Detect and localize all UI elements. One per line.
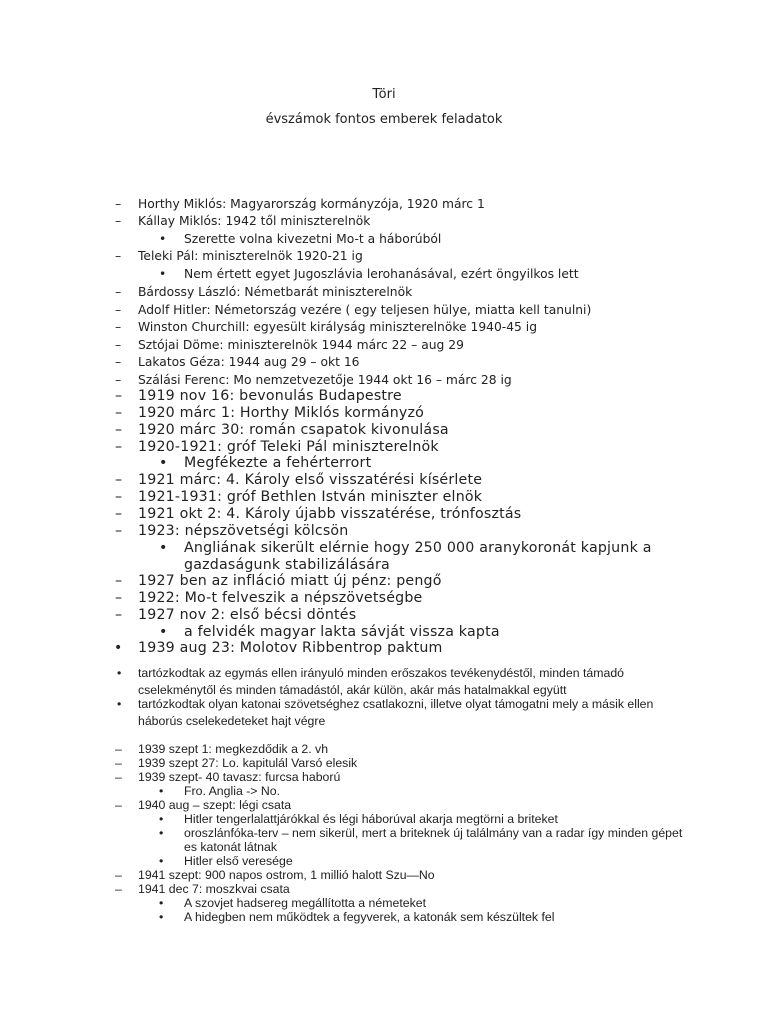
list-item-text: 1939 szept- 40 tavasz: furcsa haború (138, 770, 341, 784)
list-item-text: Szerette volna kivezetni Mo-t a háborúból (184, 232, 442, 246)
dash-marker: – (115, 320, 122, 334)
dash-marker: – (115, 756, 122, 770)
list-item-text: 1939 szept 27: Lo. kapitulál Varsó elesik (138, 756, 358, 770)
list-item-text: Nem értett egyet Jugoszlávia lerohanásával, ezért öngyilkos lett (184, 267, 579, 281)
list-item-text: Fro. Anglia -> No. (184, 784, 281, 798)
dash-marker: – (115, 742, 122, 756)
bullet-marker: • (159, 812, 164, 826)
list-item-text: Hitler első veresége (184, 854, 293, 868)
dash-marker: – (115, 607, 123, 623)
bullet-marker: • (159, 910, 164, 924)
dash-marker: – (115, 214, 122, 228)
list-item-text: Lakatos Géza: 1944 aug 29 – okt 16 (138, 355, 360, 369)
bullet-marker: • (159, 896, 164, 910)
dash-marker: – (115, 439, 123, 455)
list-item-text: a felvidék magyar lakta sávját vissza kapta (184, 624, 500, 640)
bullet-marker: • (159, 784, 164, 798)
list-item-text: Bárdossy László: Németbarát miniszterelnök (138, 285, 413, 299)
dash-marker: – (115, 590, 123, 606)
list-item-text: 1927 ben az infláció miatt új pénz: pengő (138, 573, 442, 589)
bullet-marker: • (159, 232, 167, 246)
list-item-text: 1920 márc 30: román csapatok kivonulása (138, 422, 449, 438)
dash-marker: – (115, 868, 122, 882)
list-item-text: tartózkodtak az egymás ellen irányuló minden erőszakos tevékenydéstől, minden támadó cselekménytől és minden támadástól, akár külön, akár más hatalmakkal együtt (138, 666, 624, 697)
dash-marker: – (115, 405, 123, 421)
list-item-text: oroszlánfóka-terv – nem sikerül, mert a briteknek új találmány van a radar így minden gépet es katonát látnak (184, 826, 683, 854)
list-item-text: tartózkodtak olyan katonai szövetséghez csatlakozni, illetve olyat támogatni mely a másik ellen háborús cselekedeteket hajt végre (138, 697, 654, 728)
dash-marker: – (115, 422, 123, 438)
dash-marker: – (115, 285, 122, 299)
dash-marker: – (115, 798, 122, 812)
list-item-text: 1940 aug – szept: légi csata (138, 798, 292, 812)
list-item-text: 1939 aug 23: Molotov Ribbentrop paktum (138, 640, 443, 656)
dash-marker: – (115, 523, 123, 539)
dash-marker: – (115, 472, 123, 488)
list-item-text: 1922: Mo-t felveszik a népszövetségbe (138, 590, 423, 606)
list-item-text: Teleki Pál: miniszterelnök 1920-21 ig (138, 249, 363, 263)
list-item-text: A szovjet hadsereg megállította a németeket (184, 896, 426, 910)
list-item-text: 1919 nov 16: bevonulás Budapestre (138, 388, 402, 404)
dash-marker: – (115, 197, 122, 211)
list-item-text: Hitler tengerlalattjárókkal és légi háborúval akarja megtörni a briteket (184, 812, 558, 826)
dash-marker: – (115, 770, 122, 784)
dash-marker: – (115, 303, 122, 317)
dash-marker: – (115, 506, 123, 522)
bullet-marker: • (159, 540, 168, 556)
dash-marker: – (115, 373, 122, 387)
bullet-marker: • (159, 624, 168, 640)
list-item-text: 1923: népszövetségi kölcsön (138, 523, 349, 539)
dash-marker: – (115, 249, 122, 263)
list-item-text: Angliának sikerült elérnie hogy 250 000 aranykoronát kapjunk a gazdaságunk stabilizálására (184, 540, 652, 573)
list-item-text: Sztójai Döme: miniszterelnök 1944 márc 22 – aug 29 (138, 338, 464, 352)
list-item-text: 1939 szept 1: megkezdődik a 2. vh (138, 742, 329, 756)
list-item-text: A hidegben nem működtek a fegyverek, a katonák sem készültek fel (184, 910, 555, 924)
list-item-text: 1927 nov 2: első bécsi döntés (138, 607, 357, 623)
bullet-marker: • (117, 697, 122, 711)
list-item-text: Megfékezte a fehérterrort (184, 455, 372, 471)
bullet-marker: • (114, 640, 123, 656)
list-item-text: Szálási Ferenc: Mo nemzetvezetője 1944 okt 16 – márc 28 ig (138, 373, 512, 387)
dash-marker: – (115, 489, 123, 505)
document-subtitle: évszámok fontos emberek feladatok (265, 112, 503, 127)
bullet-marker: • (159, 455, 168, 471)
bullet-marker: • (159, 267, 167, 281)
bullet-marker: • (159, 826, 164, 840)
list-item-text: 1920-1921: gróf Teleki Pál miniszterelnök (138, 439, 439, 455)
list-item-text: Kállay Miklós: 1942 től miniszterelnök (138, 214, 371, 228)
list-item-text: 1941 szept: 900 napos ostrom, 1 millió halott Szu—No (138, 868, 435, 882)
list-item-text: Adolf Hitler: Németország vezére ( egy teljesen hülye, miatta kell tanulni) (138, 303, 592, 317)
list-item-text: 1921-1931: gróf Bethlen István miniszter elnök (138, 489, 483, 505)
list-item-text: 1920 márc 1: Horthy Miklós kormányzó (138, 405, 425, 421)
list-item-text: 1921 márc: 4. Károly első visszatérési kísérlete (138, 472, 483, 488)
dash-marker: – (115, 388, 123, 404)
bullet-marker: • (117, 666, 122, 680)
list-item-text: Winston Churchill: egyesült királyság miniszterelnöke 1940-45 ig (138, 320, 538, 334)
list-item-text: 1921 okt 2: 4. Károly újabb visszatérése, trónfosztás (138, 506, 522, 522)
document-title: Töri (372, 87, 396, 102)
bullet-marker: • (159, 854, 164, 868)
dash-marker: – (115, 355, 122, 369)
dash-marker: – (115, 882, 122, 896)
list-item-text: Horthy Miklós: Magyarország kormányzója, 1920 márc 1 (138, 197, 485, 211)
dash-marker: – (115, 338, 122, 352)
list-item-text: 1941 dec 7: moszkvai csata (138, 882, 290, 896)
dash-marker: – (115, 573, 123, 589)
